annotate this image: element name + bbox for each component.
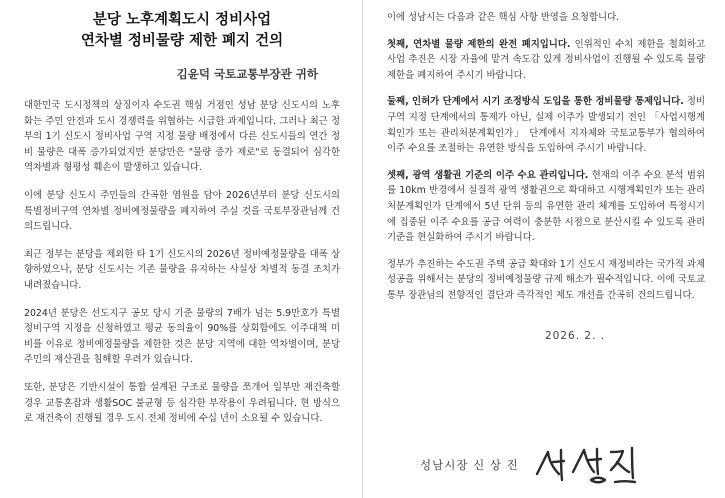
request-item-1-body: 인위적인 수치 제한을 철회하고 사업 추진은 시장 자율에 맡겨 속도감 있게 정비사업이 진행될 수 있도록 물량 제한을 폐지하여 주시기 바랍니다. <box>387 38 705 81</box>
paragraph-5: 또한, 분당은 기반시설이 통합 설계된 구조로 물량을 쪼개어 일부만 재건축할 경우 교통혼잡과 생활SOC 불균형 등 심각한 부작용이 우려됩니다. 현 방식으로 재건축이 진행될 경우 도시 전체 정비에 수십 년이 소요될 수 있습니다. <box>24 381 340 425</box>
request-item-3-heading: 셋째, 광역 생활권 기준의 이주 수요 관리입니다. <box>387 169 589 181</box>
paragraph-2: 이에 분당 신도시 주민들의 간곡한 염원을 담아 2026년부터 분당 신도시의 특별정비구역 연차별 정비예정물량을 폐지하여 주실 것을 국토부장관님께 건의드립니다. <box>24 189 340 233</box>
signer-name: 성남시장 신 상 진 <box>420 458 519 472</box>
request-item-3-body: 현재의 이주 수요 분석 범위를 10km 반경에서 실질적 광역 생활권으로 확대하고 시행계획인가 또는 관리처분계획인가 단계에서 5년 단위 등의 유연한 관리 체계를 도입하여 특정시기에 집중된 이주 수요를 공급 여력이 충분한 시점으로 분산시킬 수 있도록 관리 기준을 현실화하여 주시기 바랍니다. <box>387 169 705 244</box>
closing-paragraph: 정부가 추진하는 수도권 주택 공급 확대와 1기 신도시 재정비라는 국가적 과제 성공을 위해서는 분당의 정비예정물량 규제 해소가 필수적입니다. 이에 국토교통부 장관님의 전향적인 결단과 즉각적인 제도 개선을 간곡히 건의드립니다. <box>387 258 705 301</box>
request-item-1 <box>387 37 705 84</box>
addressee: 김윤덕 국토교통부장관 귀하 <box>176 67 318 81</box>
left-page <box>0 0 362 498</box>
request-item-1-heading: 첫째, 연차별 물량 제한의 완전 폐지입니다. <box>387 38 571 50</box>
document-title-line1: 분당 노후계획도시 정비사업 <box>92 12 272 28</box>
request-intro: 이에 성남시는 다음과 같은 핵심 사항 반영을 요청합니다. <box>387 12 620 23</box>
request-item-2 <box>387 94 705 156</box>
document-date: 2026. 2. . <box>545 329 606 342</box>
right-page <box>363 0 725 498</box>
request-item-2-heading: 둘째, 인허가 단계에서 시기 조정방식 도입을 통한 정비물량 통제입니다. <box>387 96 684 108</box>
paragraph-1: 대한민국 도시정책의 상징이자 수도권 핵심 거점인 성남 분당 신도시의 노후화는 주민 안전과 도시 경쟁력을 위협하는 시급한 과제입니다. 그러나 최근 정부의 1기 신도시 정비사업 구역 지정 물량 배정에서 다른 신도시들의 연간 정비 물량은 대폭 증가되었지만 분당만은 "물량 증가 제로"로 동결되어 심각한 역차별과 형평성 훼손이 발생하고 있습니다. <box>24 100 340 174</box>
paragraph-3: 최근 정부는 분당을 제외한 타 1기 신도시의 2026년 정비예정물량을 대폭 상향하였으나, 분당 신도시는 기존 물량을 유지하는 사실상 차별적 동결 조치가 내려졌습니다. <box>24 248 340 291</box>
request-item-2-body: 정비구역 지정 단계에서의 통제가 아닌, 실제 이주가 발생되기 전인 「사업시행계획인가 또는 관리처분계획인가」 단계에서 지자체와 국토교통부가 협의하여 이주 수요를 조절하는 유연한 방식을 도입하여 주시기 바랍니다. <box>387 96 706 155</box>
paragraph-4: 2024년 분당은 선도지구 공모 당시 기준 물량의 7배가 넘는 5.9만호가 특별정비구역 지정을 신청하였고 평균 동의율이 90%를 상회함에도 이주대책 미비를 이유로 정비예정물량을 제한한 것은 분당 지역에 대한 역차별이며, 분당 주민의 재산권을 침해할 우려가 있습니다. <box>24 307 340 366</box>
signature-block <box>420 444 641 486</box>
document-title-line2: 연차별 정비물량 제한 폐지 건의 <box>80 33 284 49</box>
request-item-3 <box>387 168 705 246</box>
handwritten-signature <box>531 444 641 486</box>
